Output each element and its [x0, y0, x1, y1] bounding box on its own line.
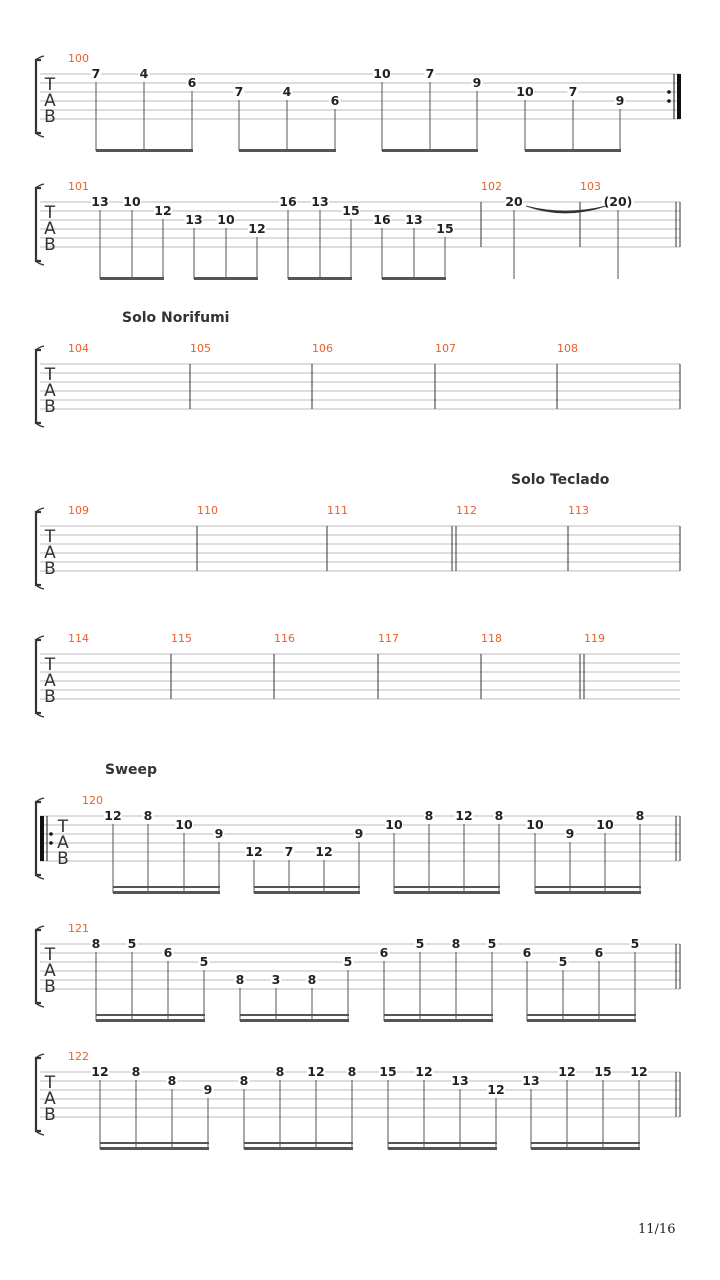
- tab-clef-letter: B: [44, 559, 56, 579]
- fret-number: 9: [472, 75, 482, 90]
- fret-number: 13: [405, 212, 423, 227]
- fret-number: 5: [558, 954, 568, 969]
- fret-number: 6: [187, 75, 197, 90]
- measure-number: 105: [190, 342, 211, 355]
- measure-number: 116: [274, 632, 295, 645]
- section-label-solo-norifumi: Solo Norifumi: [122, 310, 230, 326]
- beam-secondary: [531, 1142, 640, 1144]
- fret-number: 8: [131, 1064, 141, 1079]
- measure-number: 102: [481, 180, 502, 193]
- fret-number: 7: [568, 84, 578, 99]
- fret-number: 7: [284, 844, 294, 859]
- fret-number: 5: [487, 936, 497, 951]
- fret-number: 8: [424, 808, 434, 823]
- fret-number: 10: [373, 66, 391, 81]
- fret-number: (20): [603, 194, 633, 209]
- tab-clef-letter: T: [44, 75, 56, 95]
- tab-clef-letter: B: [44, 235, 56, 255]
- fret-number: 12: [455, 808, 473, 823]
- page-number: 11/16: [638, 1222, 676, 1237]
- fret-number: 10: [526, 817, 544, 832]
- measure-number: 106: [312, 342, 333, 355]
- measure-number: 114: [68, 632, 89, 645]
- fret-number: 20: [505, 194, 523, 209]
- fret-number: 15: [436, 221, 454, 236]
- measure-number: 107: [435, 342, 456, 355]
- fret-number: 12: [558, 1064, 576, 1079]
- tab-clef-letter: A: [44, 91, 56, 111]
- fret-number: 4: [139, 66, 149, 81]
- tab-clef-letter: A: [44, 543, 56, 563]
- fret-number: 5: [630, 936, 640, 951]
- tab-clef-letter: T: [44, 1073, 56, 1093]
- tab-clef-letter: T: [44, 365, 56, 385]
- measure-number: 117: [378, 632, 399, 645]
- system-bracket: [36, 1058, 41, 1131]
- fret-number: 5: [415, 936, 425, 951]
- fret-number: 8: [307, 972, 317, 987]
- fret-number: 6: [522, 945, 532, 960]
- fret-number: 8: [167, 1073, 177, 1088]
- tab-clef-letter: T: [44, 945, 56, 965]
- measure-number: 118: [481, 632, 502, 645]
- fret-number: 10: [385, 817, 403, 832]
- tab-clef-letter: T: [44, 527, 56, 547]
- tab-clef-letter: B: [44, 397, 56, 417]
- measure-number: 111: [327, 504, 348, 517]
- measure-number: 115: [171, 632, 192, 645]
- fret-number: 8: [494, 808, 504, 823]
- tab-clef-letter: A: [44, 961, 56, 981]
- fret-number: 12: [487, 1082, 505, 1097]
- fret-number: 7: [91, 66, 101, 81]
- tab-clef-letter: A: [44, 381, 56, 401]
- fret-number: 6: [163, 945, 173, 960]
- tab-clef-letter: B: [44, 1105, 56, 1125]
- fret-number: 8: [451, 936, 461, 951]
- fret-number: 10: [217, 212, 235, 227]
- fret-number: 15: [594, 1064, 612, 1079]
- fret-number: 9: [354, 826, 364, 841]
- fret-number: 15: [379, 1064, 397, 1079]
- tab-clef-letter: A: [57, 833, 69, 853]
- fret-number: 12: [415, 1064, 433, 1079]
- fret-number: 15: [342, 203, 360, 218]
- tab-clef-letter: B: [44, 107, 56, 127]
- tab-clef-letter: A: [44, 1089, 56, 1109]
- fret-number: 7: [425, 66, 435, 81]
- fret-number: 13: [91, 194, 109, 209]
- fret-number: 10: [123, 194, 141, 209]
- fret-number: 5: [199, 954, 209, 969]
- fret-number: 9: [565, 826, 575, 841]
- fret-number: 6: [330, 93, 340, 108]
- fret-number: 6: [379, 945, 389, 960]
- fret-number: 8: [143, 808, 153, 823]
- fret-number: 10: [175, 817, 193, 832]
- fret-number: 12: [307, 1064, 325, 1079]
- beam-secondary: [100, 1142, 209, 1144]
- fret-number: 12: [104, 808, 122, 823]
- measure-number: 122: [68, 1050, 89, 1063]
- measure-number: 109: [68, 504, 89, 517]
- measure-number: 120: [82, 794, 103, 807]
- fret-number: 9: [615, 93, 625, 108]
- fret-number: 12: [91, 1064, 109, 1079]
- fret-number: 8: [235, 972, 245, 987]
- fret-number: 12: [630, 1064, 648, 1079]
- fret-number: 9: [203, 1082, 213, 1097]
- beam: [388, 1147, 497, 1150]
- fret-number: 6: [594, 945, 604, 960]
- fret-number: 7: [234, 84, 244, 99]
- fret-number: 10: [596, 817, 614, 832]
- fret-number: 8: [91, 936, 101, 951]
- measure-number: 101: [68, 180, 89, 193]
- beam-secondary: [388, 1142, 497, 1144]
- measure-number: 113: [568, 504, 589, 517]
- fret-number: 8: [347, 1064, 357, 1079]
- beam: [100, 1147, 209, 1150]
- fret-number: 13: [451, 1073, 469, 1088]
- measure-number: 112: [456, 504, 477, 517]
- measure-number: 108: [557, 342, 578, 355]
- measure-number: 104: [68, 342, 89, 355]
- fret-number: 3: [271, 972, 281, 987]
- fret-number: 16: [279, 194, 297, 209]
- beam: [531, 1147, 640, 1150]
- tab-clef-letter: B: [44, 977, 56, 997]
- beam: [244, 1147, 353, 1150]
- fret-number: 12: [245, 844, 263, 859]
- measure-number: 119: [584, 632, 605, 645]
- fret-number: 12: [315, 844, 333, 859]
- fret-number: 5: [343, 954, 353, 969]
- section-label-sweep: Sweep: [105, 762, 158, 778]
- tab-clef-letter: A: [44, 671, 56, 691]
- measure-number: 103: [580, 180, 601, 193]
- fret-number: 8: [275, 1064, 285, 1079]
- tab-clef-letter: B: [57, 849, 69, 869]
- section-label-solo-teclado: Solo Teclado: [511, 472, 610, 488]
- fret-number: 8: [239, 1073, 249, 1088]
- tab-clef-letter: T: [44, 655, 56, 675]
- fret-number: 5: [127, 936, 137, 951]
- fret-number: 13: [311, 194, 329, 209]
- fret-number: 16: [373, 212, 391, 227]
- system-bracket-hook: [36, 1054, 44, 1135]
- measure-number: 121: [68, 922, 89, 935]
- fret-number: 4: [282, 84, 292, 99]
- fret-number: 10: [516, 84, 534, 99]
- measure-number: 110: [197, 504, 218, 517]
- fret-number: 9: [214, 826, 224, 841]
- tab-clef-letter: A: [44, 219, 56, 239]
- measure-number: 100: [68, 52, 89, 65]
- fret-number: 12: [154, 203, 172, 218]
- fret-number: 12: [248, 221, 266, 236]
- tab-clef-letter: T: [57, 817, 69, 837]
- tab-clef-letter: T: [44, 203, 56, 223]
- fret-number: 13: [185, 212, 203, 227]
- beam-secondary: [244, 1142, 353, 1144]
- fret-number: 13: [522, 1073, 540, 1088]
- fret-number: 8: [635, 808, 645, 823]
- tab-clef-letter: B: [44, 687, 56, 707]
